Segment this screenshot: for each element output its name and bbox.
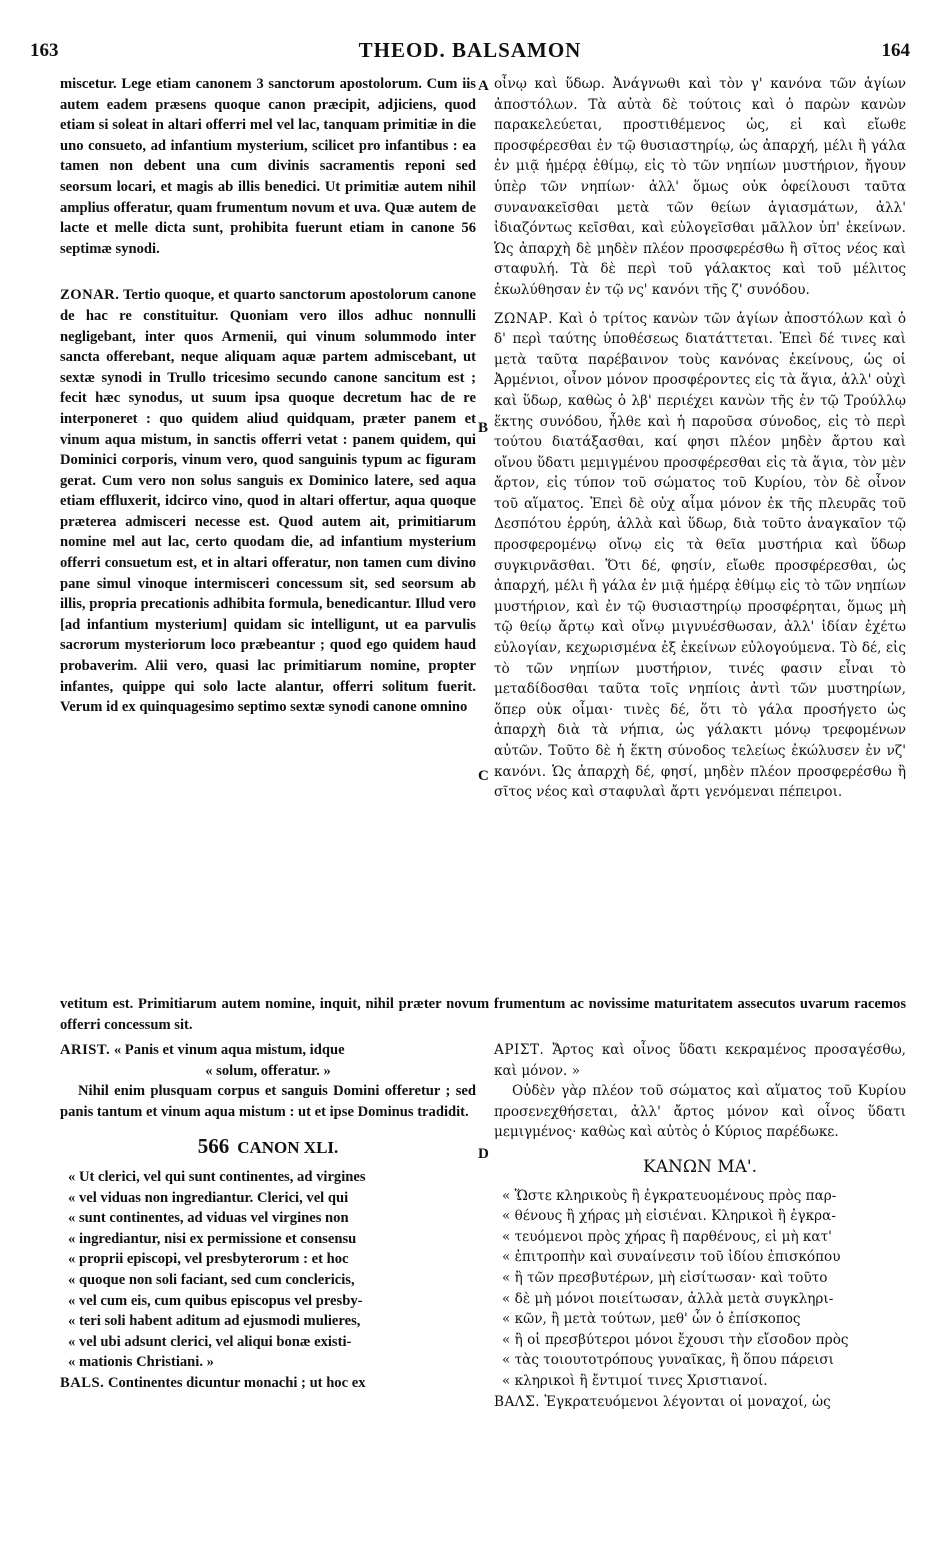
bals-text: Continentes dicuntur monachi ; ut hoc ex — [107, 1374, 366, 1391]
canon-line-greek: « τὰς τοιουτοτρόπους γυναῖκας, ἢ ὅπου πάρεισι — [502, 1352, 835, 1369]
margin-marker-d: D — [478, 1146, 489, 1162]
canon-title-greek: ΚΑΝΩΝ ΜΑ'. — [643, 1156, 757, 1177]
canon-line: « teri soli habent aditum ad ejusmodi mulieres, — [68, 1313, 361, 1330]
canon-line: « vel cum eis, cum quibus episcopus vel presby- — [68, 1292, 363, 1309]
latin-column-lower — [60, 1040, 476, 1394]
page-number-left: 163 — [30, 40, 59, 61]
latin-column — [60, 74, 476, 718]
greek-paragraph-1: οἶνῳ καὶ ὕδωρ. Ἀνάγνωθι καὶ τὸν γ' κανόνα τῶν ἁγίων ἀποστόλων. Τὰ αὐτὰ δὲ τούτοις καὶ ὁ παρὼν κανὼν παρακελεύεται, προστιθέμενος ὡς, εἰ καὶ εἴωθε προσφέρεσθαι ἐν τῷ θυσιαστηρίῳ, ὡς ἀπαρχή, μέλι ἢ γάλα ἐν μιᾷ ἡμέρᾳ ἐθίμῳ, εἰς τὸ τῶν νηπίων μυστήριον, ἤγουν ὑπὲρ τῶν νηπίων· ἀλλ' ὅμως οὐκ ὀφείλουσι ταῦτα συνανακεῖσθαι μετὰ τῶν θείων ἁγιασμάτων, ἀλλ' ἰδιαζόντως κεῖσθαι, καὶ εὐλογεῖσθαι μᾶλλον ὑπ' ἐκείνων. Ὡς ἀπαρχὴ δὲ μηδὲν πλέον προσφερέσθω ἢ σῖτος νέος καὶ σταφυλή. Τὰ δὲ περὶ τοῦ γάλακτος καὶ τοῦ μέλιτος ἐκωλύθησαν ἐν τῷ νς' κανόνι τῆς ζ' συνόδου. — [494, 76, 906, 298]
running-title: THEOD. BALSAMON — [358, 38, 582, 62]
canon-line-greek: « ἢ οἱ πρεσβύτεροι μόνοι ἔχουσι τὴν εἴσοδον πρὸς — [502, 1331, 849, 1348]
bals-line-greek — [494, 1392, 906, 1413]
bals-line-latin — [60, 1373, 476, 1394]
bals-label-greek: ΒΑΛΣ. — [494, 1393, 541, 1410]
canon-line: « mationis Christiani. » — [68, 1354, 214, 1371]
latin-paragraph-3: Nihil enim plusquam corpus et sanguis Domini offeretur ; sed panis tantum et vinum aqua mistum : ut et ipse Dominus tradidit. — [60, 1083, 476, 1120]
latin-spanning-line: vetitum est. Primitiarum autem nomine, inquit, nihil præter novum frumentum ac novissime maturitatem assecutos uvarum racemos offerri concessum sit. — [60, 996, 906, 1033]
canon-line-greek: « ἢ τῶν πρεσβυτέρων, μὴ εἰσίτωσαν· καὶ τοῦτο — [502, 1269, 828, 1286]
canon-line-greek: « κληρικοὶ ἢ ἔντιμοί τινες Χριστιανοί. — [502, 1372, 768, 1389]
zonar-label-greek: ΖΩΝΑΡ. — [494, 310, 553, 327]
canon-line: « sunt continentes, ad viduas vel virgines non — [68, 1210, 349, 1227]
canon-line-greek: « τευόμενοι πρὸς χήρας ἢ παρθένους, εἰ μὴ κατ' — [502, 1228, 832, 1245]
canon-line-greek: « κῶν, ἢ μετὰ τούτων, μεθ' ὧν ὁ ἐπίσκοπος — [502, 1311, 801, 1328]
column-number: 566 — [197, 1134, 230, 1159]
canon-line: « quoque non soli faciant, sed cum conclericis, — [68, 1271, 355, 1288]
arist-label-greek: ΑΡΙΣΤ. — [494, 1042, 545, 1058]
canon-line: « vel viduas non ingrediantur. Clerici, vel qui — [68, 1189, 349, 1206]
page-number-right: 164 — [881, 40, 910, 61]
margin-marker-b: B — [478, 420, 489, 436]
arist-quote-1: « Panis et vinum aqua mistum, idque — [113, 1042, 345, 1058]
canon-text-greek — [494, 1186, 906, 1392]
bals-label: BALS. — [60, 1374, 105, 1391]
canon-line: « vel ubi adsunt clerici, vel aliqui bonæ existi- — [68, 1333, 352, 1350]
canon-line: « ingrediantur, nisi ex permissione et consensu — [68, 1230, 357, 1247]
canon-heading-greek — [494, 1157, 906, 1178]
bals-text-greek: Ἐγκρατευόμενοι λέγονται οἱ μοναχοί, ὡς — [544, 1393, 831, 1410]
canon-line-greek: « δὲ μὴ μόνοι ποιείτωσαν, ἀλλὰ μετὰ συγκληρι- — [502, 1290, 834, 1307]
latin-zonaras-paragraph — [60, 285, 476, 717]
latin-paragraph-1: miscetur. Lege etiam canonem 3 sanctorum apostolorum. Cum iis autem eadem præsens quoque canon præcipit, adjiciens, quod etiam si soleat in altari offerri mel vel lac, tanquam primitiæ in die uno consueto, ad infantium mysterium, scilicet pro infantibus : ea tamen non debent una cum divinis sacramentis reponi sed seorsum locari, et magis ab illis benedici. Ut primitiæ autem nihil amplius offeratur, quam frumentum novum et uva. Quæ autem de lacte et melle dicta sunt, prohibita fuerunt etiam in canone 56 septimæ synodi. — [60, 76, 476, 257]
canon-line: « Ut clerici, vel qui sunt continentes, ad virgines — [68, 1168, 366, 1185]
margin-marker-c: C — [478, 768, 489, 784]
greek-column-lower — [494, 1040, 906, 1412]
canon-line-greek: « ἐπιτροπὴν καὶ συναίνεσιν τοῦ ἰδίου ἐπισκόπου — [502, 1249, 841, 1266]
greek-zonaras-paragraph — [494, 309, 906, 803]
canon-line: « proprii episcopi, vel presbyterorum : et hoc — [68, 1251, 349, 1268]
arist-quote-greek: Ἄρτος καὶ οἶνος ὕδατι κεκραμένος προσαγέσθω, καὶ μόνον. » — [494, 1042, 906, 1079]
greek-column — [494, 74, 906, 803]
canon-line-greek: « Ὥστε κληρικοὺς ἢ ἐγκρατευομένους πρὸς παρ- — [502, 1187, 837, 1204]
margin-marker-a: A — [478, 78, 489, 94]
arist-block-latin — [60, 1040, 476, 1061]
greek-paragraph-3: Οὐδὲν γὰρ πλέον τοῦ σώματος καὶ αἵματος τοῦ Κυρίου προσενεχθήσεται, ἀλλ' ἄρτος μόνον καὶ οἶνος ὕδατι μεμιγμένος· καθὼς καὶ αὐτὸς ὁ Κύριος παρέδωκε. — [494, 1083, 906, 1141]
zonar-text-greek: Καὶ ὁ τρίτος κανὼν τῶν ἁγίων ἀποστόλων καὶ ὁ δ' περὶ ταύτης ὑποθέσεως διατάττεται. Ἐπεὶ δέ τινες καὶ μετὰ ταῦτα παρέβαινον τοὺς κανόνας ἐκείνους, ὡς οἱ Ἀρμένιοι, οἶνον μόνον προσφέροντες εἰς τὰ ἅγια, ἀλλ' οὐχὶ καὶ ὕδωρ, καθὼς ὁ λβ' περιέχει κανὼν τῆς ἐν τῷ Τρούλλῳ ἕκτης συνόδου, ἦλθε καὶ ἡ παροῦσα σύνοδος, εἰς τὸ περὶ τούτου διατάξασθαι, καί φησι πλέον μηδὲν ἄρτου καὶ οἴνου ὕδατι μεμιγμένου προσφέρεσθαι εἰς τὰ ἅγια, τὸν μὲν ἄρτον, εἰς τύπον τοῦ σώματος τοῦ Κυρίου, τὸν δὲ οἶνον τοῦ αἵματος. Ἐπεὶ δὲ οὐχ αἷμα μόνον ἐκ τῆς πλευρᾶς τοῦ Δεσπότου ἐρρύη, ἀλλὰ καὶ ὕδωρ, διὰ τοῦτο ἀναγκαῖον τῷ προσφερομένῳ οἴνῳ εἰς τὰ θεῖα μυστήρια καὶ ὕδωρ συγκιρνᾶσθαι. Ὅτι δέ, φησίν, εἴωθε προσφέρεσθαι, ὡς ἀπαρχή, μέλι ἢ γάλα ἐν μιᾷ ἡμέρᾳ ἐθίμῳ εἰς τὸ τῶν νηπίων μυστήριον, καὶ ἐν τῷ θυσιαστηρίῳ προσφέρηται, ὅμως μὴ τῷ θείῳ ἄρτῳ καὶ οἴνῳ μιγνυέσθωσαν, ἀλλ' ἰδίαν ἐχέτω εὐλογίαν, κεχωρισμένα ἐξ ἐκείνων εὐλογούμενα. Τὸ δέ, εἰς τὸ τῶν νηπίων μυστήριον, τινές φασιν εἶναι τὸ μεταδίδοσθαι ταῦτα τοῖς νηπίοις ἀντὶ τῶν μυστηρίων, ὅπερ οὐκ οἶμαι· τινὲς δέ, ὅτι τὸ γάλα προσήγετο ὡς ἀπαρχὴ διὰ τὰ νήπια, ὡς γάλακτι μόνῳ τρεφομένων αὐτῶν. Τοῦτο δὲ ἡ ἕκτη σύνοδος τελείως ἐκώλυσεν ἐν νζ' κανόνι. Ὡς ἀπαρχὴ δέ, φησί, μηδὲν πλέον προσφερέσθω ἢ σῖτος νέος καὶ σταφυλαὶ ἄρτι γενόμεναι πέπειροι. — [494, 310, 907, 801]
canon-heading-latin — [60, 1136, 476, 1159]
arist-block-greek — [494, 1040, 906, 1081]
arist-label: ARIST. — [60, 1042, 111, 1058]
canon-title-latin: CANON XLI. — [237, 1138, 339, 1158]
running-header — [30, 36, 910, 70]
canon-text-latin — [60, 1167, 476, 1373]
arist-quote-2: « solum, offeratur. » — [205, 1062, 331, 1079]
canon-line-greek: « θένους ἢ χήρας μὴ εἰσιέναι. Κληρικοὶ ἢ ἐγκρα- — [502, 1208, 836, 1225]
zonar-text: Tertio quoque, et quarto sanctorum apostolorum canone de hac re constituitur. Quoniam vero illos adhuc nonnulli negligebant, inter quos Armenii, qui vinum solummodo inter sancta offerebant, neque aliquam aquæ partem admiscebant, ut sextæ synodi in Trullo tricesimo secundo canone sancitum est ; fecit hæc synodus, ut suum ipsa quoque decretum hac de re interponeret : quo quidem aliud quidquam, præter panem et vinum aqua mistum, in sanctis offerri vetat : panem quidem, qui Dominici corporis, vinum vero, quod sanguinis typum ac figuram gerat. Cum vero non solus sanguis ex Dominico latere, sed aqua etiam effluxerit, idcirco vino, quod in altari offertur, aqua quoque præterea admisceri necesse est. Quod autem ait, primitiarum nomine mel aut lac, certo quodam die, ad infantium mysterium offerri consuetum est, et in altari offeratur, non tamen cum divino pane simul vinoque intermisceri concessum sit, sed seorsum ab illis, propria precationis adhibita formula, benedicantur. Illud vero [ad infantium mysterium] quidam sic intelligunt, ut ea parvulis sacrorum mysteriorum loco præbeantur ; quod ego quidem haud probaverim. Alii vero, quasi lac primitiarum nomine, propter infantes, quippe qui solo lacte alantur, offerri solitum fuerit. Verum id ex quinquagesimo septimo sextæ synodi canone omnino — [60, 287, 477, 716]
zonar-label: ZONAR. — [60, 287, 120, 304]
